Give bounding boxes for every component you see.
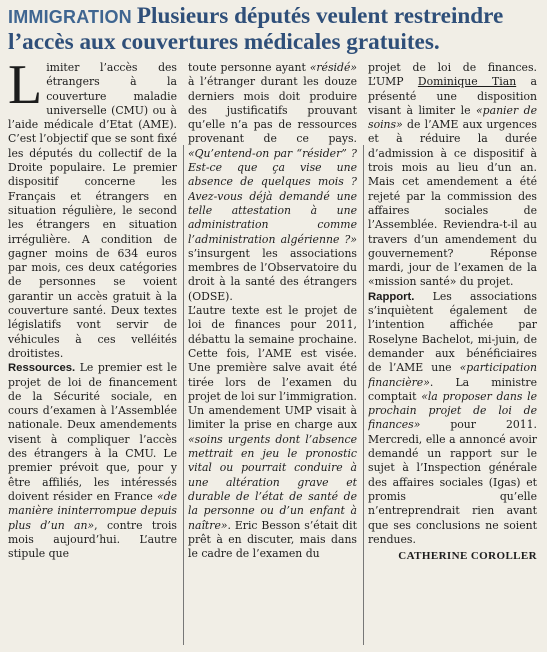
paragraph [188, 304, 357, 561]
person-link[interactable]: Dominique Tian [417, 75, 517, 89]
paragraph [368, 61, 537, 290]
quote: «participation financière» [368, 361, 537, 389]
paragraph-text: projet de loi de finances. L’UMP [368, 61, 537, 89]
paragraph-text: imiter l’accès des étrangers à la couverture maladie universelle (CMU) ou à l’aide médicale d’Etat (AME). C’est l’objectif que se sont fixé les députés du collectif de la Droite populaire. Le premier dispositif concerne les Français et étrangers en situation régulière, le second les étrangers en situation irrégulière. A condition de gagner moins de 634 euros par mois, ces deux catégories de personnes se voient garantir un accès gratuit à la couverture santé. Deux textes législatifs vont servir de véhicules à ces velléités droitistes. [8, 61, 177, 360]
headline-title: Plusieurs députés veulent restreindre l’accès aux couvertures médicales gratuites. [8, 3, 504, 55]
article-body [8, 61, 539, 646]
paragraph-text: L’autre texte est le projet de loi de finances pour 2011, débattu la semaine prochaine. Cette fois, l’AME est visée. Une première salve avait été tirée lors de l’examen du projet de loi sur l’immigration. Un amendement UMP visait à limiter la prise en charge aux [188, 304, 357, 432]
column-rule [183, 145, 184, 645]
quote: «résidé» [309, 61, 357, 74]
section-kicker: IMMIGRATION [8, 7, 132, 27]
paragraph-text: de l’AME aux urgences et à réduire la durée d’admission à ce dispositif à trois mois au lieu d’un an. Mais cet amendement a été rejeté par la commission des affaires sociales de l’Assemblée. Reviendra-t-il au travers d’un amendement du gouvernement? Réponse mardi, jour de l’examen de la «mission santé» du projet. [368, 118, 537, 289]
subheading: Rapport. [368, 290, 415, 303]
subheading: Ressources. [8, 362, 76, 375]
author-byline: CATHERINE COROLLER [398, 550, 537, 563]
paragraph-text: Les associations s’inquiètent également de l’intention affichée par Roselyne Bachelot, mi-juin, de demander aux bénéficiaires de l’AME une [368, 289, 537, 375]
paragraph-text: . Eric Besson s’était dit prêt à en discuter, mais dans le cadre de l’examen du [188, 518, 357, 561]
paragraph [8, 361, 177, 561]
paragraph [368, 290, 537, 547]
column-rule [363, 145, 364, 645]
paragraph-text: . La ministre comptait [368, 375, 537, 403]
paragraph-text: pour 2011. Mercredi, elle a annoncé avoir demandé un rapport sur le sujet à l’Inspection générale des affaires sociales (Igas) et promis qu’elle n’entreprendrait rien avant que ses conclusions ne soient rendues. [368, 418, 537, 546]
paragraph-text: , contre trois mois aujourd’hui. L’autre stipule que [8, 518, 177, 561]
quote: «Qu’entend-on par “résider” ? Est-ce que ça vise une absence de quelques mois ? Avez-vous déjà demandé une telle attestation à une administration comme l’administration algérienne ?» [188, 146, 357, 246]
column-3 [368, 61, 537, 646]
drop-cap: L [8, 61, 43, 116]
quote: «soins urgents dont l’absence mettrait en jeu le pronostic vital ou pourrait conduire à une altération grave et durable de l’état de santé de la personne ou d’un enfant à naître» [188, 432, 357, 532]
paragraph-text: s’insurgent les associations membres de l’Observatoire du droit à la santé des étrangers (ODSE). [188, 246, 357, 303]
paragraph [188, 61, 357, 304]
column-1 [8, 61, 177, 646]
headline [8, 4, 539, 55]
column-2 [188, 61, 357, 646]
quote: «la proposer dans le prochain projet de loi de finances» [368, 389, 537, 432]
quote: «de manière ininterrompue depuis plus d’un an» [8, 489, 177, 532]
paragraph-text: à l’étranger durant les douze derniers mois doit produire des justificatifs prouvant qu’elle n’a pas de ressources provenant de ce pays. [188, 75, 357, 146]
paragraph-text: Le premier est le projet de loi de financement de la Sécurité sociale, en cours d’examen à l’Assemblée nationale. Deux amendements visent à compliquer l’accès des étrangers à la CMU. Le premier prévoit que, pour y être affiliés, les intéressés doivent résider en France [8, 361, 177, 503]
quote: «panier de soins» [368, 103, 537, 132]
paragraph [8, 61, 177, 361]
paragraph-text: a présenté une disposition visant à limiter le [368, 75, 537, 117]
paragraph-text: toute personne ayant [188, 61, 310, 74]
